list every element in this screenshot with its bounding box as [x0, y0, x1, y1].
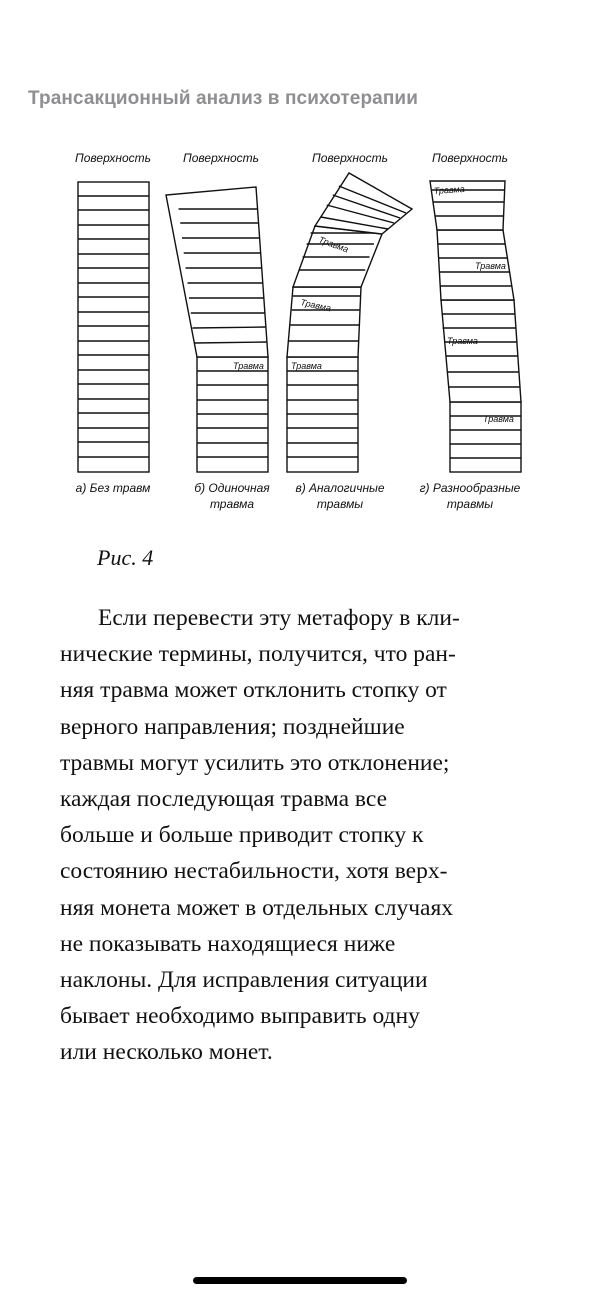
- home-indicator[interactable]: [193, 1277, 407, 1284]
- text-line: больше и больше приводит стопку к: [60, 822, 424, 849]
- trauma-label-d1: Травма: [433, 183, 465, 196]
- text-line: каждая последующая травма все: [60, 786, 388, 813]
- caption-a: а) Без травм: [75, 481, 151, 495]
- stack-c: [287, 173, 412, 472]
- caption-b-line1: б) Одиночная: [194, 481, 270, 495]
- text-line: няя травма может отклонить стопку от: [60, 677, 447, 704]
- caption-d-line2: травмы: [446, 497, 494, 511]
- trauma-label-b1: Травма: [233, 361, 264, 371]
- trauma-label-d4: Травма: [483, 414, 514, 424]
- text-line: состоянию нестабильности, хотя верх-: [60, 858, 448, 885]
- stack-b: [166, 187, 268, 472]
- text-line: не показывать находящиеся ниже: [60, 930, 396, 957]
- coin-stacks-figure: [0, 130, 600, 530]
- coin-stacks-drawing: [0, 130, 600, 530]
- surface-label-b: Поверхность: [183, 151, 259, 165]
- text-line: травмы могут усилить это отклонение;: [60, 749, 450, 776]
- surface-label-c: Поверхность: [312, 151, 388, 165]
- trauma-label-c3: Травма: [317, 234, 350, 255]
- trauma-label-c2: Травма: [299, 297, 332, 314]
- surface-label-d: Поверхность: [432, 151, 508, 165]
- caption-c-line2: травмы: [316, 497, 364, 511]
- figure-caption: Рис. 4: [97, 545, 154, 570]
- text-line: наклоны. Для исправления ситуации: [60, 967, 428, 994]
- trauma-label-c1: Травма: [291, 361, 322, 371]
- caption-b-line2: травма: [209, 497, 255, 511]
- text-line: няя монета может в отдельных случаях: [60, 894, 454, 921]
- body-paragraph: [60, 600, 540, 1071]
- trauma-label-d2: Травма: [475, 261, 506, 271]
- surface-label-a: Поверхность: [75, 151, 151, 165]
- stack-a: [78, 182, 149, 472]
- text-line: верного направления; позднейшие: [60, 713, 405, 740]
- stack-d: [430, 181, 521, 472]
- caption-d-line1: г) Разнообразные: [419, 481, 521, 495]
- book-title: Трансакционный анализ в психотерапии: [28, 88, 418, 109]
- caption-c-line1: в) Аналогичные: [295, 481, 385, 495]
- text-line: бывает необходимо выправить одну: [60, 1003, 420, 1030]
- text-line: или несколько монет.: [60, 1039, 273, 1066]
- text-line: Если перевести эту метафору в кли-: [98, 605, 460, 631]
- trauma-label-d3: Травма: [447, 336, 478, 346]
- text-line: нические термины, получится, что ран-: [60, 641, 456, 668]
